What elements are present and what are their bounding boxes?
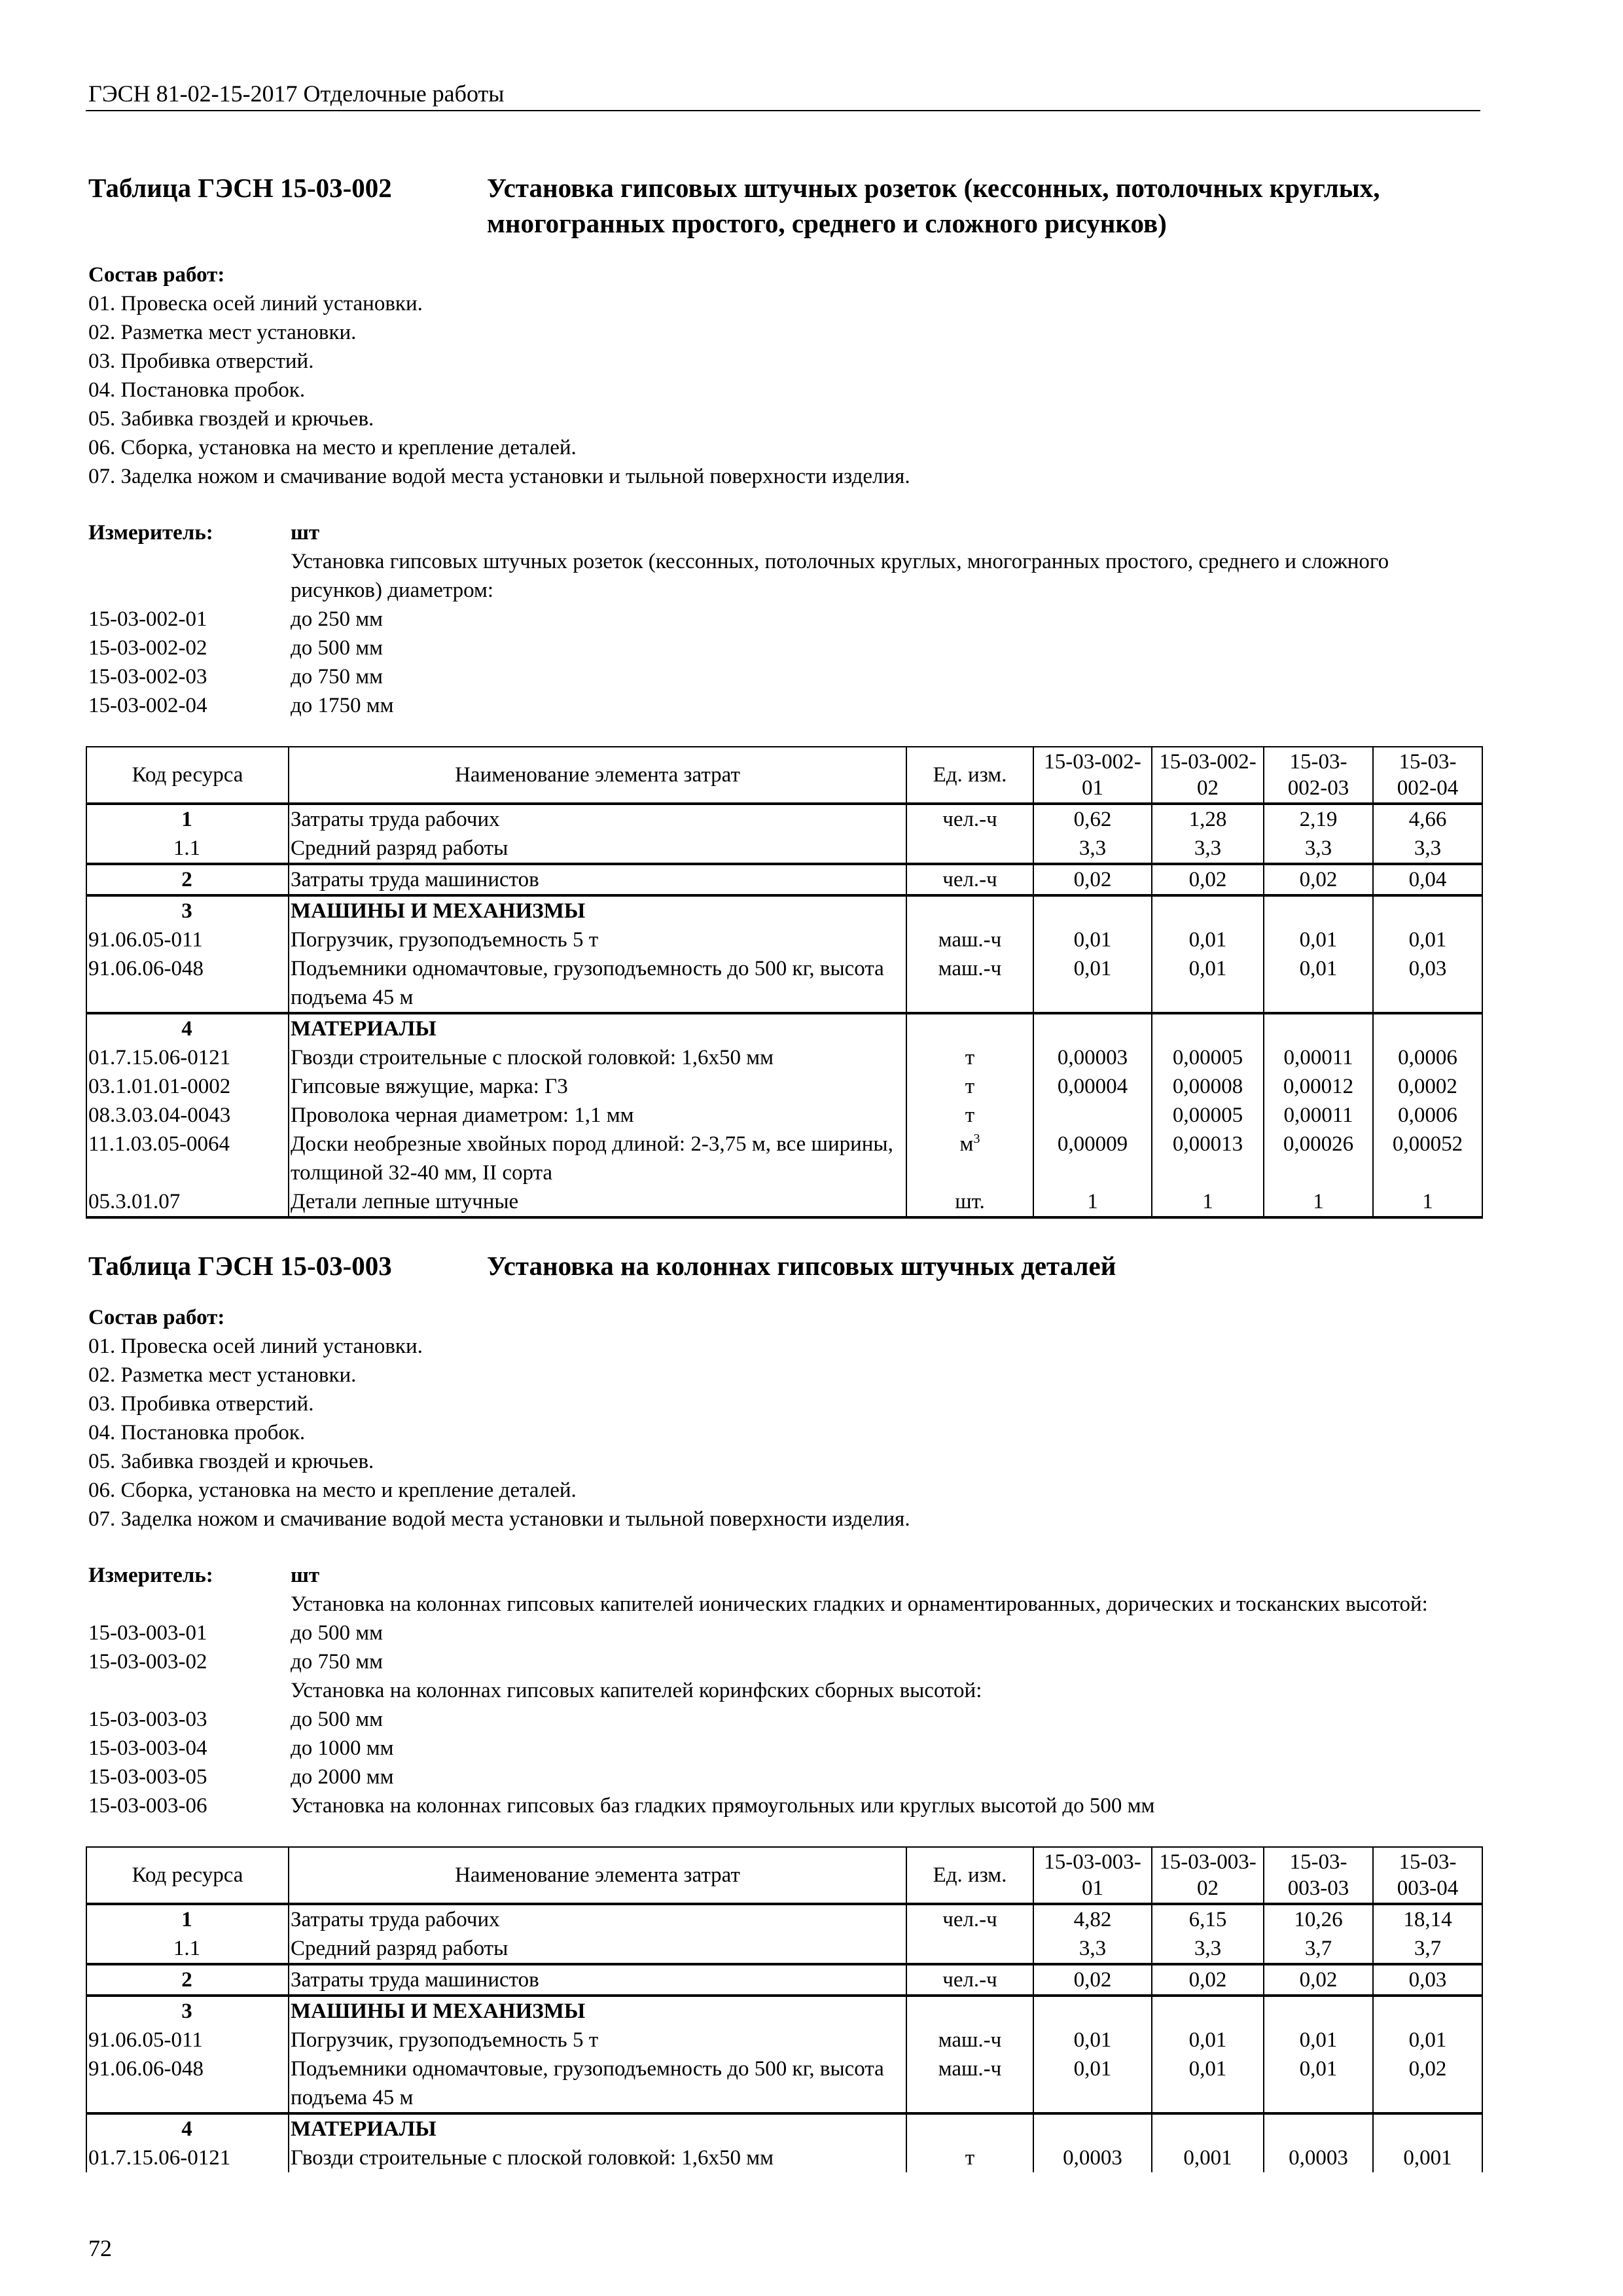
unit-text: чел.-ч [942,1968,997,1992]
table-row [86,1964,1482,1996]
resource-name: Гипсовые вяжущие, марка: Г3 [289,1072,906,1101]
measure-code: 15-03-003-06 [88,1794,207,1818]
measure-code: 15-03-003-01 [88,1621,207,1645]
measure-text: до 500 мм [291,1708,383,1731]
resource-code: 3 [86,1996,289,2026]
table-row [86,895,1482,925]
value-cell: 0,00004 [1033,1072,1152,1101]
measure-text: до 1000 мм [291,1736,394,1760]
value-cell: 0,01 [1152,2054,1264,2113]
measure-row [88,518,1480,547]
value-cell: 1,28 [1152,804,1264,834]
resource-code: 4 [86,2113,289,2144]
measure-row [88,1705,1480,1734]
work-item: 01. Провеска осей линий установки. [88,1335,423,1358]
value-cell: 4,82 [1033,1904,1152,1934]
value-cell [1373,2113,1482,2144]
value-cell: 18,14 [1373,1904,1482,1934]
resource-table-2 [86,1846,1483,2172]
unit-text: маш.-ч [938,957,1002,980]
unit-text: маш.-ч [938,928,1002,952]
resource-code: 01.7.15.06-0121 [86,2144,289,2172]
value-cell: 0,02 [1033,1964,1152,1996]
resource-name: Детали лепные штучные [289,1187,906,1217]
table-row [86,2026,1482,2054]
value-cell [1264,895,1373,925]
table-row [86,2113,1482,2144]
value-cell: 1 [1373,1187,1482,1217]
measure-code: 15-03-002-03 [88,665,207,689]
unit [906,864,1033,895]
unit [906,1187,1033,1217]
measure-text: до 2000 мм [291,1765,394,1789]
value-cell: 0,00026 [1264,1130,1373,1187]
value-cell [1033,895,1152,925]
table-row [86,834,1482,864]
measure-code: 15-03-002-04 [88,694,207,717]
value-cell: 0,02 [1373,2054,1482,2113]
measure-text: шт [291,521,320,545]
resource-name: Затраты труда рабочих [289,804,906,834]
unit [906,1130,1033,1187]
value-cell: 0,02 [1264,1964,1373,1996]
measure-text: Установка гипсовых штучных розеток (кессонных, потолочных круглых, многогранных простого, среднего и сложного рисунков) диаметром: [291,550,1389,602]
table-row [86,1934,1482,1964]
measure-row [88,1561,1480,1590]
header-divider [86,110,1480,111]
work-item: 03. Пробивка отверстий. [88,350,314,373]
measure-row [88,662,1480,691]
value-cell: 0,01 [1373,925,1482,954]
unit [906,1934,1033,1964]
value-cell: 0,03 [1373,1964,1482,1996]
resource-code: 91.06.05-011 [86,925,289,954]
measure-text: до 250 мм [291,607,383,631]
value-cell: 0,01 [1033,925,1152,954]
value-cell: 2,19 [1264,804,1373,834]
resource-code: 08.3.03.04-0043 [86,1101,289,1130]
value-cell: 0,00012 [1264,1072,1373,1101]
value-cell: 0,01 [1152,954,1264,1013]
unit [906,2026,1033,2054]
measure-text: до 500 мм [291,636,383,660]
measure-code: 15-03-002-01 [88,607,207,631]
measure-text: до 500 мм [291,1621,383,1645]
resource-name: Средний разряд работы [289,834,906,864]
unit [906,2113,1033,2144]
column-header: 15-03-002-01 [1033,747,1152,804]
resource-name: Погрузчик, грузоподъемность 5 т [289,2026,906,2054]
table-row [86,1013,1482,1043]
value-cell: 4,66 [1373,804,1482,834]
measure-row [88,605,1480,634]
resource-code: 2 [86,1964,289,1996]
measure-code: 15-03-003-04 [88,1736,207,1760]
unit-text: чел.-ч [942,868,997,891]
work-item: 02. Разметка мест установки. [88,321,357,344]
work-item: 06. Сборка, установка на место и крепление деталей. [88,436,577,459]
table-header-row [86,1847,1482,1904]
value-cell: 0,00008 [1152,1072,1264,1101]
measure-code [88,547,291,605]
resource-code: 4 [86,1013,289,1043]
resource-code: 91.06.05-011 [86,2026,289,2054]
unit-text: чел.-ч [942,1908,997,1931]
work-item: 03. Пробивка отверстий. [88,1392,314,1416]
measure-label: Измеритель: [88,1564,213,1587]
measure-row [88,1619,1480,1647]
resource-code: 01.7.15.06-0121 [86,1043,289,1072]
value-cell: 0,01 [1033,2054,1152,2113]
work-composition-label: Состав работ: [88,1306,225,1329]
value-cell [1373,895,1482,925]
work-composition-2 [86,1303,1480,1534]
value-cell: 0,03 [1373,954,1482,1013]
value-cell: 0,00009 [1033,1130,1152,1187]
unit-text: чел.-ч [942,808,997,831]
value-cell: 0,01 [1264,2054,1373,2113]
resource-name: Подъемники одномачтовые, грузоподъемность до 500 кг, высота подъема 45 м [289,954,906,1013]
value-cell: 6,15 [1152,1904,1264,1934]
value-cell: 3,3 [1033,834,1152,864]
value-cell: 0,001 [1152,2144,1264,2172]
table-row [86,1101,1482,1130]
value-cell: 3,3 [1373,834,1482,864]
table-row [86,1187,1482,1217]
value-cell: 0,02 [1264,864,1373,895]
resource-name: Гвозди строительные с плоской головкой: 1,6х50 мм [289,2144,906,2172]
column-header: 15-03-003-02 [1152,1847,1264,1904]
measure-code: 15-03-003-02 [88,1650,207,1674]
work-item: 04. Постановка пробок. [88,378,306,402]
resource-name: МАТЕРИАЛЫ [289,1013,906,1043]
resource-code: 1 [86,804,289,834]
value-cell: 0,0006 [1373,1101,1482,1130]
resource-code: 3 [86,895,289,925]
unit-text: т [965,1046,975,1069]
value-cell [1033,1996,1152,2026]
work-composition-1 [86,260,1480,491]
value-cell: 3,3 [1033,1934,1152,1964]
table-row [86,804,1482,834]
value-cell [1264,1013,1373,1043]
value-cell [1033,2113,1152,2144]
running-header: ГЭСН 81-02-15-2017 Отделочные работы [88,81,505,107]
measure-row [88,1676,1480,1705]
value-cell [1152,1996,1264,2026]
measure-row [88,547,1480,605]
unit [906,834,1033,864]
table-label: Таблица ГЭСН 15-03-002 [88,173,392,203]
page-number: 72 [88,2235,112,2261]
value-cell: 0,00052 [1373,1130,1482,1187]
resource-code: 03.1.01.01-0002 [86,1072,289,1101]
table-row [86,1130,1482,1187]
value-cell: 0,00011 [1264,1101,1373,1130]
measure-row [88,1791,1480,1820]
measure-text: Установка на колоннах гипсовых капителей ионических гладких и орнаментированных, дорических и тосканских высотой: [291,1592,1428,1616]
unit [906,1013,1033,1043]
unit [906,925,1033,954]
value-cell [1264,2113,1373,2144]
table-row [86,2054,1482,2113]
table-row [86,954,1482,1013]
column-header: 15-03-003-01 [1033,1847,1152,1904]
value-cell: 0,01 [1264,925,1373,954]
resource-code: 11.1.03.05-0064 [86,1130,289,1187]
value-cell: 0,01 [1152,925,1264,954]
value-cell [1152,1013,1264,1043]
value-cell: 0,01 [1264,2026,1373,2054]
unit [906,1964,1033,1996]
column-header: Ед. изм. [906,747,1033,804]
resource-name: МАШИНЫ И МЕХАНИЗМЫ [289,1996,906,2026]
value-cell: 0,01 [1033,954,1152,1013]
table-label: Таблица ГЭСН 15-03-003 [88,1251,392,1281]
work-item: 06. Сборка, установка на место и крепление деталей. [88,1479,577,1502]
resource-name: МАТЕРИАЛЫ [289,2113,906,2144]
value-cell: 0,0002 [1373,1072,1482,1101]
value-cell: 0,0003 [1264,2144,1373,2172]
resource-table-1 [86,746,1483,1219]
value-cell: 0,01 [1264,954,1373,1013]
measure-code [88,1676,291,1705]
unit [906,1101,1033,1130]
measure-code: 15-03-003-05 [88,1765,207,1789]
value-cell: 3,7 [1373,1934,1482,1964]
resource-name: Проволока черная диаметром: 1,1 мм [289,1101,906,1130]
table-row [86,1072,1482,1101]
measure-row [88,1734,1480,1763]
measure-code: 15-03-003-03 [88,1708,207,1731]
unit [906,804,1033,834]
value-cell: 3,3 [1152,1934,1264,1964]
value-cell: 1 [1033,1187,1152,1217]
measure-row [88,1763,1480,1791]
unit [906,2054,1033,2113]
unit-exponent: 3 [973,1132,980,1146]
value-cell: 0,01 [1373,2026,1482,2054]
table-title: Установка на колоннах гипсовых штучных деталей [487,1251,1116,1281]
measure-row [88,691,1480,720]
column-header: Код ресурса [86,747,289,804]
measure-text: шт [291,1564,320,1587]
value-cell: 0,00011 [1264,1043,1373,1072]
table-row [86,864,1482,895]
resource-name: Подъемники одномачтовые, грузоподъемность до 500 кг, высота подъема 45 м [289,2054,906,2113]
value-cell [1033,1101,1152,1130]
measure-label: Измеритель: [88,521,213,545]
value-cell: 0,62 [1033,804,1152,834]
table-heading-2 [86,1248,1480,1283]
value-cell: 0,02 [1152,1964,1264,1996]
table-row [86,1043,1482,1072]
value-cell: 0,02 [1033,864,1152,895]
value-cell: 0,02 [1152,864,1264,895]
measure-row [88,1590,1480,1619]
column-header: 15-03-002-04 [1373,747,1482,804]
table-title: Установка гипсовых штучных розеток (кессонных, потолочных круглых, многогранных простого, среднего и сложного рисунков) [487,173,1380,238]
resource-name: МАШИНЫ И МЕХАНИЗМЫ [289,895,906,925]
work-item: 07. Заделка ножом и смачивание водой места установки и тыльной поверхности изделия. [88,1507,910,1531]
resource-code: 91.06.06-048 [86,954,289,1013]
work-items [88,1332,1480,1534]
value-cell: 0,0003 [1033,2144,1152,2172]
unit-text: м [959,1132,974,1156]
resource-name: Затраты труда машинистов [289,1964,906,1996]
table-row [86,1904,1482,1934]
value-cell: 3,3 [1152,834,1264,864]
resource-code: 1 [86,1904,289,1934]
measure-text: до 1750 мм [291,694,394,717]
unit [906,895,1033,925]
table-header-row [86,747,1482,804]
measure-text: Установка на колоннах гипсовых баз гладких прямоугольных или круглых высотой до 500 мм [291,1794,1155,1818]
measure-block-2 [86,1561,1480,1820]
value-cell [1373,1013,1482,1043]
value-cell [1373,1996,1482,2026]
resource-name: Доски необрезные хвойных пород длиной: 2-3,75 м, все ширины, толщиной 32-40 мм, II сорта [289,1130,906,1187]
measure-text: до 750 мм [291,665,383,689]
unit [906,954,1033,1013]
value-cell: 0,00003 [1033,1043,1152,1072]
work-item: 05. Забивка гвоздей и крючьев. [88,407,374,431]
resource-code: 05.3.01.07 [86,1187,289,1217]
column-header: Ед. изм. [906,1847,1033,1904]
value-cell: 1 [1264,1187,1373,1217]
resource-name: Затраты труда машинистов [289,864,906,895]
unit [906,1072,1033,1101]
value-cell: 3,7 [1264,1934,1373,1964]
column-header: 15-03-003-04 [1373,1847,1482,1904]
value-cell: 0,00005 [1152,1043,1264,1072]
measure-text: до 750 мм [291,1650,383,1674]
unit-text: т [965,2146,975,2170]
value-cell: 10,26 [1264,1904,1373,1934]
unit [906,2144,1033,2172]
page-content [86,0,1480,2172]
column-header: Код ресурса [86,1847,289,1904]
unit-text: маш.-ч [938,2057,1002,2081]
value-cell [1152,895,1264,925]
work-item: 05. Забивка гвоздей и крючьев. [88,1450,374,1473]
table-row [86,1996,1482,2026]
value-cell: 1 [1152,1187,1264,1217]
measure-block-1 [86,518,1480,720]
value-cell: 3,3 [1264,834,1373,864]
resource-code: 1.1 [86,834,289,864]
resource-name: Погрузчик, грузоподъемность 5 т [289,925,906,954]
table-heading-1 [86,170,1480,241]
measure-row [88,1647,1480,1676]
resource-code: 1.1 [86,1934,289,1964]
value-cell: 0,001 [1373,2144,1482,2172]
resource-name: Затраты труда рабочих [289,1904,906,1934]
unit-text: шт. [955,1190,985,1213]
work-item: 07. Заделка ножом и смачивание водой места установки и тыльной поверхности изделия. [88,465,910,488]
value-cell: 0,0006 [1373,1043,1482,1072]
resource-code: 91.06.06-048 [86,2054,289,2113]
work-composition-label: Состав работ: [88,263,225,287]
value-cell [1033,1013,1152,1043]
unit-text: маш.-ч [938,2028,1002,2052]
measure-code [88,1590,291,1619]
work-item: 01. Провеска осей линий установки. [88,292,423,315]
work-item: 04. Постановка пробок. [88,1421,306,1444]
work-item: 02. Разметка мест установки. [88,1363,357,1387]
value-cell [1152,2113,1264,2144]
unit-text: т [965,1103,975,1127]
unit [906,1043,1033,1072]
value-cell [1264,1996,1373,2026]
unit [906,1904,1033,1934]
value-cell: 0,01 [1152,2026,1264,2054]
table-row [86,925,1482,954]
value-cell: 0,00005 [1152,1101,1264,1130]
column-header: 15-03-002-02 [1152,747,1264,804]
column-header: 15-03-002-03 [1264,747,1373,804]
column-header: Наименование элемента затрат [289,1847,906,1904]
value-cell: 0,01 [1033,2026,1152,2054]
unit-text: т [965,1075,975,1098]
value-cell: 0,00013 [1152,1130,1264,1187]
resource-name: Гвозди строительные с плоской головкой: 1,6х50 мм [289,1043,906,1072]
work-items [88,289,1480,491]
table-row [86,2144,1482,2172]
unit [906,1996,1033,2026]
column-header: 15-03-003-03 [1264,1847,1373,1904]
resource-code: 2 [86,864,289,895]
resource-name: Средний разряд работы [289,1934,906,1964]
measure-row [88,634,1480,662]
measure-code: 15-03-002-02 [88,636,207,660]
column-header: Наименование элемента затрат [289,747,906,804]
measure-text: Установка на колоннах гипсовых капителей коринфских сборных высотой: [291,1679,982,1702]
value-cell: 0,04 [1373,864,1482,895]
